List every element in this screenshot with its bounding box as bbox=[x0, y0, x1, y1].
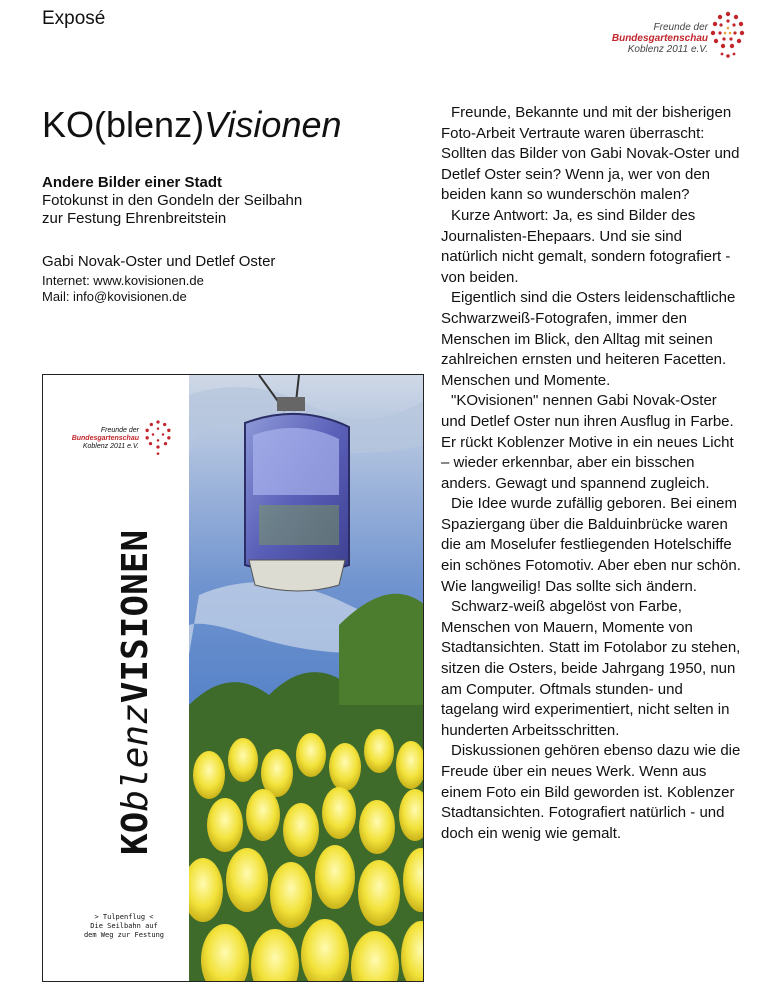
paragraph: Diskussionen gehören ebenso dazu wie die Freude über ein neues Werk. Wenn aus einem Foto ein Bild geworden ist. Koblenzer Stadtansichten. Fotografiert natürlich - und doch ein wenig wie gemalt. bbox=[441, 742, 741, 842]
document-label: Exposé bbox=[42, 8, 106, 29]
caption-line-3: dem Weg zur Festung bbox=[83, 931, 165, 939]
internet-link[interactable]: Internet: www.kovisionen.de bbox=[42, 273, 204, 288]
page-title bbox=[42, 104, 342, 146]
paragraph: Schwarz-weiß abgelöst von Farbe, Menschen von Mauern, Momente von Stadtansichten. Statt im Fotolabor zu stehen, sitzen die Osters, beide Jahrgang 1950, nun am Computer. Oftmals stunden- und tagelang wird experimentiert, nicht selten in hunderten Arbeitsschritten. bbox=[441, 598, 741, 739]
paragraph: Kurze Antwort: Ja, es sind Bilder des Journalisten-Ehepaars. Und sie sind natürlich nicht gemalt, sondern fotografiert - von beiden. bbox=[441, 206, 731, 286]
mail-link[interactable]: Mail: info@kovisionen.de bbox=[42, 289, 187, 304]
poster-vertical-title bbox=[115, 530, 156, 855]
poster-logo-line-2: Bundesgartenschau bbox=[71, 435, 139, 442]
contact-block bbox=[42, 273, 204, 305]
subtitle-line-2: Fotokunst in den Gondeln der Seilbahn bbox=[42, 192, 303, 209]
caption-line-2: Die Seilbahn auf bbox=[90, 922, 158, 930]
poster-logo-line-1: Freunde der bbox=[100, 427, 139, 434]
subtitle-line-3: zur Festung Ehrenbreitstein bbox=[42, 210, 227, 227]
title-part-2: Visionen bbox=[204, 104, 342, 145]
paragraph: "KOvisionen" nennen Gabi Novak-Oster und Detlef Oster nun ihren Ausflug in Farbe. Er rückt Koblenzer Motive in ein neues Licht – wieder erkennbar, aber ein bisschen anders. Gewagt und spannend zugleich. bbox=[441, 392, 734, 492]
vertical-title-part-1: KO bbox=[115, 811, 156, 855]
subtitle-block bbox=[42, 174, 302, 228]
logo-line-3: Koblenz 2011 e.V. bbox=[627, 44, 708, 55]
paragraph: Eigentlich sind die Osters leidenschaftliche Schwarzweiß-Fotografen, immer den Menschen im Blick, den Alltag mit seinen zahlreichen ernsten und heiteren Facetten. Menschen und Momente. bbox=[441, 289, 736, 389]
paragraph: Freunde, Bekannte und mit der bisherigen Foto-Arbeit Vertraute waren überrascht: Sollten das Bilder von Gabi Novak-Oster und Detlef Oster sein? Wenn ja, wer von den beiden kann so wunderschön malen? bbox=[441, 104, 740, 204]
bundesgartenschau-logo bbox=[590, 6, 750, 76]
vertical-title-part-2: blenz bbox=[115, 703, 156, 812]
authors: Gabi Novak-Oster und Detlef Oster bbox=[42, 253, 276, 270]
vertical-title-part-3: VISIONEN bbox=[115, 529, 156, 704]
poster-image bbox=[42, 374, 424, 982]
flower-dots-icon bbox=[141, 417, 175, 457]
caption-line-1: > Tulpenflug < bbox=[94, 913, 154, 921]
logo-line-2: Bundesgartenschau bbox=[611, 33, 708, 44]
poster-left-panel bbox=[43, 375, 189, 981]
flower-dots-icon bbox=[708, 6, 748, 66]
poster-caption bbox=[59, 913, 189, 940]
poster-logo bbox=[51, 417, 181, 467]
title-part-1: KO(blenz) bbox=[42, 104, 205, 145]
subtitle-heading: Andere Bilder einer Stadt bbox=[42, 174, 223, 191]
article-body bbox=[441, 103, 741, 844]
logo-line-1: Freunde der bbox=[653, 22, 708, 33]
paragraph: Die Idee wurde zufällig geboren. Bei einem Spaziergang über die Balduinbrücke waren die am Moselufer festliegenden Hotelschiffe ein schönes Fotomotiv. Aber eben nur schön. Wie langweilig! Das sollte sich ändern. bbox=[441, 495, 741, 595]
tulip-gondola-photo bbox=[189, 375, 424, 982]
poster-logo-line-3: Koblenz 2011 e.V. bbox=[82, 443, 139, 450]
